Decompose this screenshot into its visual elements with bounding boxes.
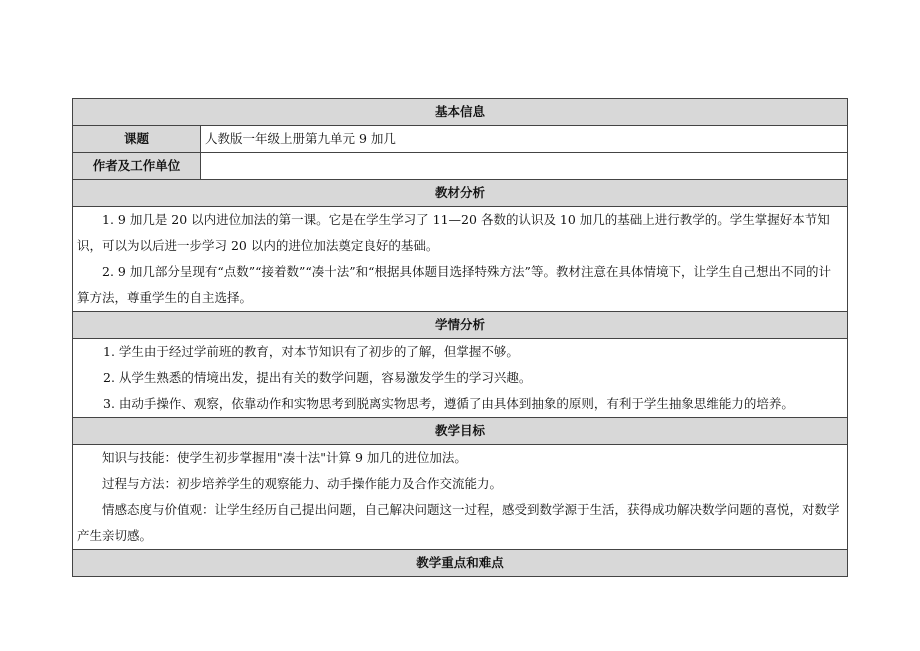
objective-paragraph: 知识与技能：使学生初步掌握用"凑十法"计算 9 加几的进位加法。 [102,450,467,465]
student-analysis-body [73,339,848,418]
objective-paragraph: 情感态度与价值观：让学生经历自己提出问题，自己解决问题这一过程，感受到数学源于生活，获得成功解决数学问题的喜悦，对数学产生亲切感。 [77,502,840,543]
topic-value: 人教版一年级上册第九单元 9 加几 [201,126,848,153]
lesson-plan-table [72,98,848,577]
student-paragraph: 2. 从学生熟悉的情境出发，提出有关的数学问题，容易激发学生的学习兴趣。 [103,370,532,385]
objectives-header: 教学目标 [73,418,848,445]
key-points-header: 教学重点和难点 [73,550,848,577]
author-label: 作者及工作单位 [73,153,201,180]
topic-label: 课题 [73,126,201,153]
textbook-paragraph: 2. 9 加几部分呈现有“点数”“接着数”“凑十法”和“根据具体题目选择特殊方法”等。教材注意在具体情境下，让学生自己想出不同的计算方法，尊重学生的自主选择。 [77,264,831,305]
textbook-analysis-header: 教材分析 [73,180,848,207]
author-value [201,153,848,180]
textbook-analysis-body [73,207,848,312]
student-paragraph: 1. 学生由于经过学前班的教育，对本节知识有了初步的了解，但掌握不够。 [103,344,519,359]
objective-paragraph: 过程与方法：初步培养学生的观察能力、动手操作能力及合作交流能力。 [102,476,503,491]
textbook-paragraph: 1. 9 加几是 20 以内进位加法的第一课。它是在学生学习了 11—20 各数的认识及 10 加几的基础上进行教学的。学生掌握好本节知识，可以为以后进一步学习 20 以内的进位加法奠定良好的基础。 [77,212,830,253]
basic-info-header: 基本信息 [73,99,848,126]
student-analysis-header: 学情分析 [73,312,848,339]
objectives-body [73,445,848,550]
student-paragraph: 3. 由动手操作、观察，依靠动作和实物思考到脱离实物思考，遵循了由具体到抽象的原则，有利于学生抽象思维能力的培养。 [103,396,794,411]
